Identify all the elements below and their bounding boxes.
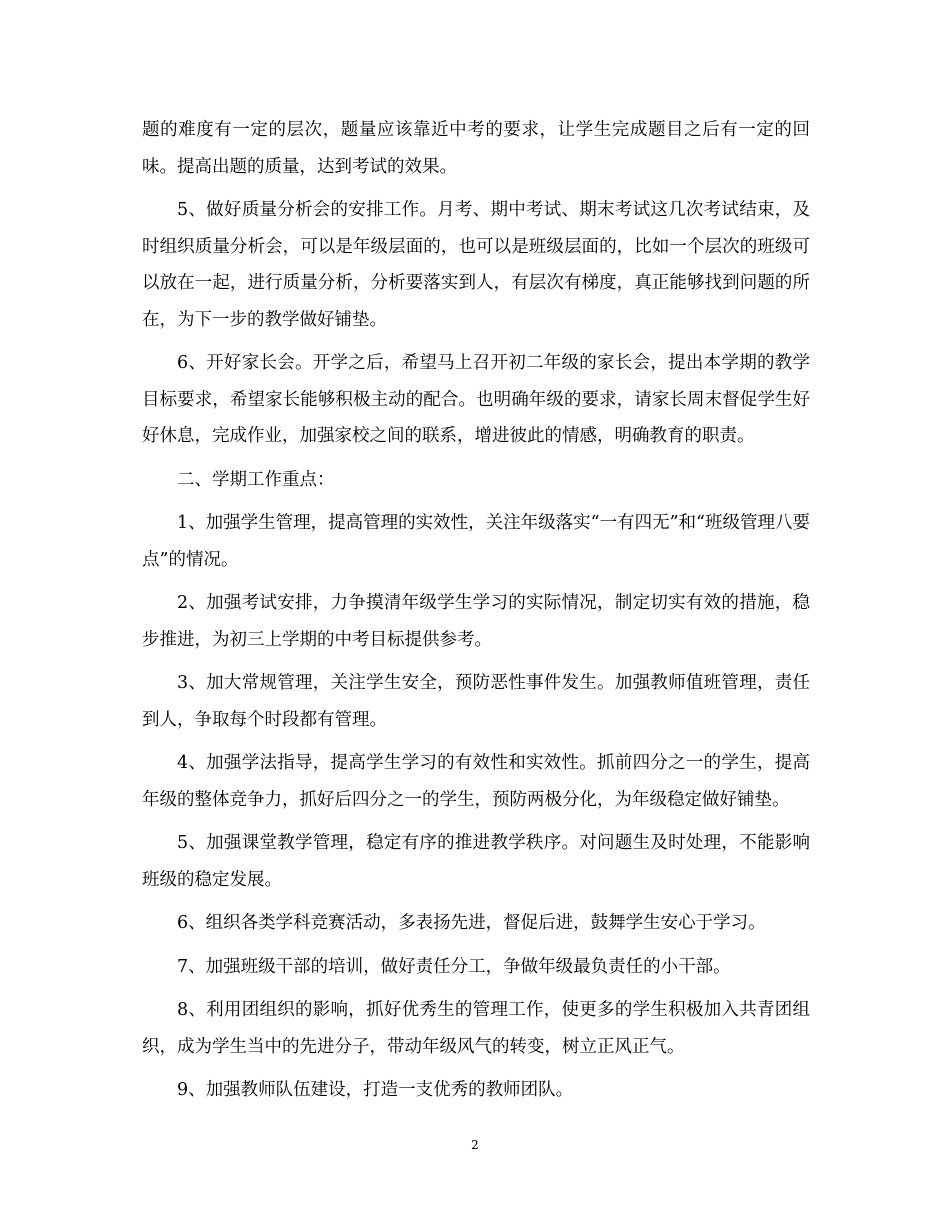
paragraph-focus-2: 2、加强考试安排，力争摸清年级学生学习的实际情况，制定切实有效的措施，稳步推进，为初三上学期的中考目标提供参考。 (142, 593, 810, 650)
paragraph-focus-8: 8、利用团组织的影响，抓好优秀生的管理工作，使更多的学生积极加入共青团组织，成为学生当中的先进分子，带动年级风气的转变，树立正风正气。 (142, 1000, 810, 1057)
paragraph-focus-3: 3、加大常规管理，关注学生安全，预防恶性事件发生。加强教师值班管理，责任到人，争取每个时段都有管理。 (142, 673, 810, 730)
paragraph-focus-9: 9、加强教师队伍建设，打造一支优秀的教师团队。 (177, 1080, 574, 1100)
paragraph-item-6-parent-meeting: 6、开好家长会。开学之后，希望马上召开初二年级的家长会，提出本学期的教学目标要求，希望家长能够积极主动的配合。也明确年级的要求，请家长周末督促学生好好休息，完成作业，加强家校之间的联系，增进彼此的情感，明确教育的职责。 (142, 353, 810, 446)
document-body (142, 112, 810, 1116)
paragraph-item-5-quality-analysis: 5、做好质量分析会的安排工作。月考、期中考试、期末考试这几次考试结束，及时组织质量分析会，可以是年级层面的，也可以是班级层面的，比如一个层次的班级可以放在一起，进行质量分析，分析要落实到人，有层次有梯度，真正能够找到问题的所在，为下一步的教学做好铺垫。 (142, 200, 810, 330)
paragraph-focus-5: 5、加强课堂教学管理，稳定有序的推进教学秩序。对问题生及时处理，不能影响班级的稳定发展。 (142, 833, 810, 890)
paragraph-focus-7: 7、加强班级干部的培训，做好责任分工，争做年级最负责任的小干部。 (177, 956, 731, 977)
paragraph-focus-4: 4、加强学法指导，提高学生学习的有效性和实效性。抓前四分之一的学生，提高年级的整体竞争力，抓好后四分之一的学生，预防两极分化，为年级稳定做好铺垫。 (142, 753, 810, 810)
section-heading: 二、学期工作重点： (177, 469, 335, 490)
page-number: 2 (471, 1138, 479, 1152)
paragraph-focus-1: 1、加强学生管理，提高管理的实效性，关注年级落实“一有四无”和“班级管理八要点”的情况。 (142, 513, 810, 570)
paragraph-focus-6: 6、组织各类学科竞赛活动，多表扬先进，督促后进，鼓舞学生安心于学习。 (177, 913, 766, 933)
paragraph-continuation: 题的难度有一定的层次，题量应该靠近中考的要求，让学生完成题目之后有一定的回味。提高出题的质量，达到考试的效果。 (142, 120, 810, 177)
